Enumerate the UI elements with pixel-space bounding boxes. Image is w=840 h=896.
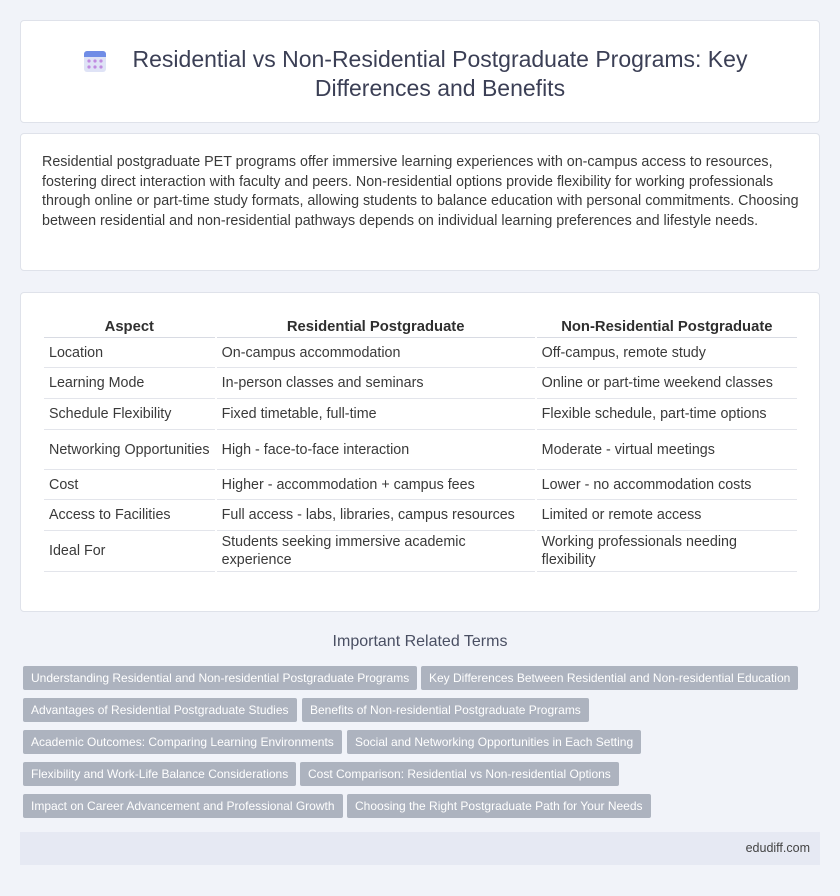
table-cell-residential: On-campus accommodation [217, 338, 535, 368]
intro-card [20, 133, 820, 271]
related-term-tag[interactable]: Academic Outcomes: Comparing Learning Environments [23, 730, 342, 754]
table-cell-residential: Students seeking immersive academic experience [217, 531, 535, 572]
comparison-table [42, 317, 799, 572]
related-term-tag[interactable]: Cost Comparison: Residential vs Non-residential Options [300, 762, 619, 786]
table-cell-aspect: Access to Facilities [44, 500, 215, 531]
table-row [44, 430, 797, 470]
related-term-tag[interactable]: Benefits of Non-residential Postgraduate Programs [302, 698, 589, 722]
table-cell-non-residential: Moderate - virtual meetings [537, 430, 797, 470]
table-header-aspect: Aspect [44, 317, 215, 338]
table-cell-aspect: Location [44, 338, 215, 368]
related-term-tag[interactable]: Flexibility and Work-Life Balance Considerations [23, 762, 296, 786]
table-row [44, 368, 797, 399]
table-cell-non-residential: Lower - no accommodation costs [537, 470, 797, 500]
table-cell-residential: In-person classes and seminars [217, 368, 535, 399]
table-cell-non-residential: Working professionals needing flexibility [537, 531, 797, 572]
table-cell-non-residential: Limited or remote access [537, 500, 797, 531]
table-cell-residential: High - face-to-face interaction [217, 430, 535, 470]
table-cell-aspect: Networking Opportunities [44, 430, 215, 470]
table-cell-aspect: Schedule Flexibility [44, 399, 215, 430]
table-header-residential: Residential Postgraduate [217, 317, 535, 338]
table-header-non-residential: Non-Residential Postgraduate [537, 317, 797, 338]
table-row [44, 338, 797, 368]
footer-site-link[interactable]: edudiff.com [745, 841, 810, 855]
footer-bar [20, 832, 820, 865]
related-term-tag[interactable]: Understanding Residential and Non-residential Postgraduate Programs [23, 666, 417, 690]
intro-paragraph: Residential postgraduate PET programs offer immersive learning experiences with on-campus access to resources, fostering direct interaction with faculty and peers. Non-residential options provide flexibility for working professionals through online or part-time study formats, allowing students to balance education with personal commitments. Choosing between residential and non-residential pathways depends on individual learning preferences and lifestyle needs. [42, 154, 799, 229]
related-term-tag[interactable]: Advantages of Residential Postgraduate Studies [23, 698, 297, 722]
comparison-table-card [20, 292, 820, 612]
table-row [44, 470, 797, 500]
table-cell-aspect: Learning Mode [44, 368, 215, 399]
table-cell-non-residential: Off-campus, remote study [537, 338, 797, 368]
table-row [44, 531, 797, 572]
page-title: Residential vs Non-Residential Postgraduate Programs: Key Differences and Benefits [132, 46, 748, 101]
related-term-tag[interactable]: Key Differences Between Residential and Non-residential Education [421, 666, 798, 690]
calendar-icon [83, 49, 107, 73]
table-cell-residential: Fixed timetable, full-time [217, 399, 535, 430]
table-row [44, 399, 797, 430]
related-term-tag[interactable]: Choosing the Right Postgraduate Path for Your Needs [347, 794, 651, 818]
table-cell-residential: Higher - accommodation + campus fees [217, 470, 535, 500]
table-row [44, 500, 797, 531]
table-header-row [44, 317, 797, 338]
table-cell-residential: Full access - labs, libraries, campus resources [217, 500, 535, 531]
table-cell-aspect: Ideal For [44, 531, 215, 572]
related-term-tag[interactable]: Social and Networking Opportunities in Each Setting [347, 730, 641, 754]
table-cell-non-residential: Online or part-time weekend classes [537, 368, 797, 399]
related-terms-heading: Important Related Terms [332, 633, 508, 650]
table-cell-aspect: Cost [44, 470, 215, 500]
related-term-tag[interactable]: Impact on Career Advancement and Professional Growth [23, 794, 343, 818]
table-cell-non-residential: Flexible schedule, part-time options [537, 399, 797, 430]
title-card [20, 20, 820, 123]
